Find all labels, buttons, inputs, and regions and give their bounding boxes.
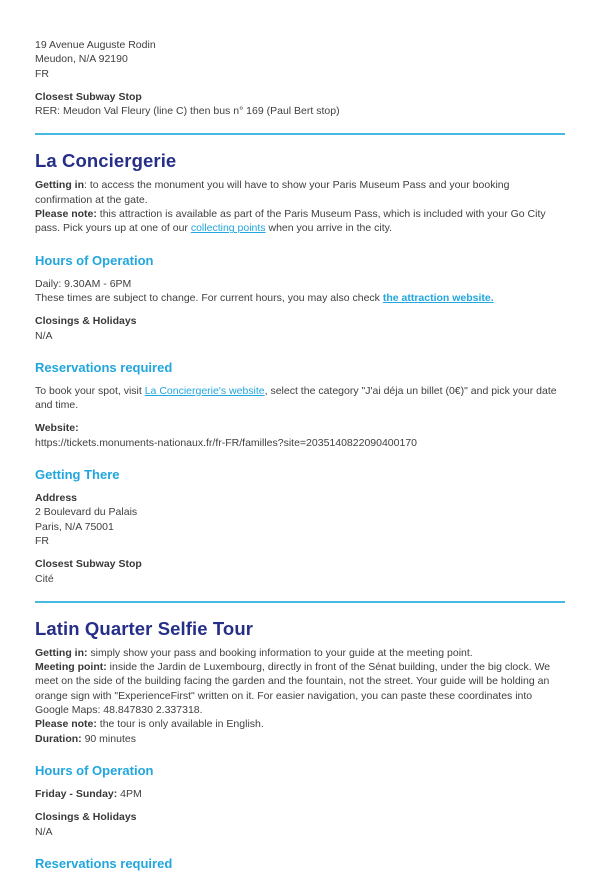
inline-text: inside the Jardin de Luxembourg, directly in front of the Sénat building, under the big clock. We meet on the side of the building facing the garden and the fountain, not the street. Your guide will be holding an orange sign with "ExperienceFirst" written on it. For easier navigation, you can paste these coordinates into Google Maps: 48.847830 2.337318. xyxy=(35,661,551,717)
closings-holidays-label: Closings & Holidays xyxy=(35,811,137,824)
inline-label: Please note: xyxy=(35,208,97,221)
address-line: 19 Avenue Auguste Rodin xyxy=(35,39,156,51)
conciergerie-website-link[interactable]: La Conciergerie's website xyxy=(144,384,265,397)
hours-of-operation-heading: Hours of Operation xyxy=(35,762,154,778)
inline-text: These times are subject to change. For current hours, you may also check xyxy=(35,291,383,304)
reservations-required-heading: Reservations required xyxy=(35,855,173,871)
section-title: Latin Quarter Selfie Tour xyxy=(35,617,254,639)
address-line: FR xyxy=(35,67,49,80)
inline-text: , select the category "J'ai déja un billet (0€)" and pick your date and time. xyxy=(35,384,557,412)
closest-subway-value: RER: Meudon Val Fleury (line C) then bus n° 169 (Paul Bert stop) xyxy=(35,105,340,118)
section-la-conciergerie xyxy=(35,150,565,585)
inline-label: Meeting point: xyxy=(35,661,107,674)
inline-text: the tour is only available in English. xyxy=(96,718,264,731)
previous-section-footer xyxy=(35,38,565,118)
closest-subway-label: Closest Subway Stop xyxy=(35,558,142,571)
closings-holidays-value: N/A xyxy=(35,825,53,838)
website-url: https://tickets.monuments-nationaux.fr/fr-FR/familles?site=2035140822090400170 xyxy=(35,436,418,449)
getting-in-paragraph xyxy=(35,178,565,235)
section-divider xyxy=(35,601,565,603)
address-line: Paris, N/A 75001 xyxy=(35,520,114,533)
inline-label: Getting in xyxy=(35,179,84,192)
inline-text: To book your spot, visit xyxy=(35,384,145,397)
hours-daily-line: Daily: 9.30AM - 6PM xyxy=(35,277,132,290)
inline-text: 4PM xyxy=(117,787,142,800)
getting-there-heading: Getting There xyxy=(35,467,120,483)
inline-label: Duration: xyxy=(35,732,82,745)
closest-subway-label: Closest Subway Stop xyxy=(35,90,142,103)
attraction-website-link[interactable]: the attraction website. xyxy=(382,291,494,304)
hours-note-line xyxy=(35,291,565,305)
inline-text: : to access the monument you will have to show your Paris Museum Pass and your booking confirmation at the gate. xyxy=(35,179,510,206)
inline-text: this attraction is available as part of the Paris Museum Pass, which is included with your Go City pass. Pick yours up at one of our xyxy=(35,208,546,235)
section-title: La Conciergerie xyxy=(35,150,177,172)
inline-label: Getting in: xyxy=(35,646,88,659)
inline-text: simply show your pass and booking information to your guide at the meeting point. xyxy=(87,646,473,659)
closings-holidays-value: N/A xyxy=(35,329,53,342)
section-divider xyxy=(35,133,565,135)
hours-of-operation-heading: Hours of Operation xyxy=(35,252,154,268)
collecting-points-link[interactable]: collecting points xyxy=(190,222,266,235)
inline-text: 90 minutes xyxy=(81,732,136,745)
inline-text: when you arrive in the city. xyxy=(265,222,393,235)
closings-holidays-label: Closings & Holidays xyxy=(35,315,137,328)
website-label: Website: xyxy=(35,422,79,435)
closest-subway-value: Cité xyxy=(35,572,54,585)
inline-label: Friday - Sunday: xyxy=(35,787,118,800)
inline-label: Please note: xyxy=(35,718,97,731)
address-line: FR xyxy=(35,534,49,547)
reservations-required-heading: Reservations required xyxy=(35,359,173,375)
section-latin-quarter-selfie-tour xyxy=(35,618,565,871)
address-line: 2 Boulevard du Palais xyxy=(35,506,138,519)
address-line: Meudon, N/A 92190 xyxy=(35,53,128,66)
getting-in-paragraph xyxy=(35,646,565,746)
reservations-paragraph xyxy=(35,384,565,413)
address-label: Address xyxy=(35,492,78,505)
hours-line xyxy=(35,787,565,801)
